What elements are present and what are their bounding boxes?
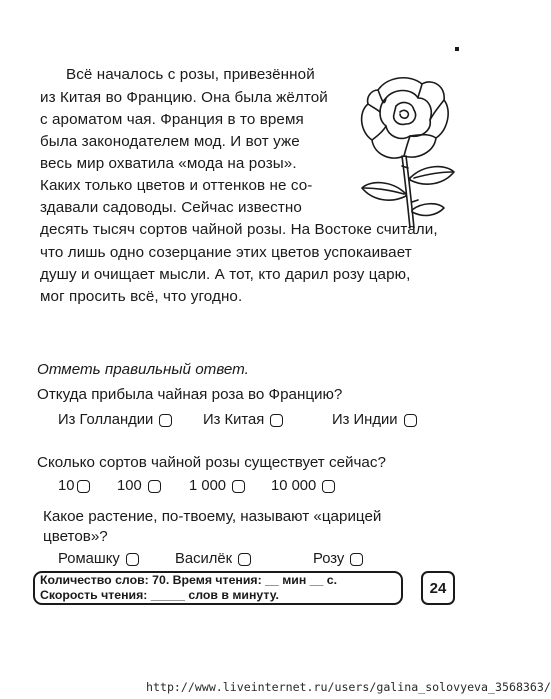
text-line-1: Всё началось с розы, привезённой <box>66 66 315 83</box>
option-label: Василёк <box>175 551 233 567</box>
q2-option-2[interactable] <box>117 476 161 496</box>
q2-option-1[interactable] <box>58 476 90 496</box>
option-label: 10 000 <box>271 478 317 494</box>
q3-option-2[interactable] <box>175 549 251 569</box>
checkbox[interactable] <box>238 553 251 566</box>
option-label: Из Голландии <box>58 412 154 428</box>
reading-speed-line: Скорость чтения: _____ слов в минуту. <box>40 588 279 602</box>
task-instruction: Отметь правильный ответ. <box>37 361 249 378</box>
q3-option-3[interactable] <box>313 549 363 569</box>
q1-option-2[interactable] <box>203 410 283 430</box>
option-label: 100 <box>117 478 142 494</box>
source-url: http://www.liveinternet.ru/users/galina_solovyeva_3568363/ <box>146 680 551 694</box>
q2-option-4[interactable] <box>271 476 335 496</box>
text-line-4: была законодателем мод. И вот уже <box>40 133 300 150</box>
option-label: Из Индии <box>332 412 398 428</box>
checkbox[interactable] <box>404 414 417 427</box>
checkbox[interactable] <box>232 480 245 493</box>
option-label: Из Китая <box>203 412 265 428</box>
text-line-11: мог просить всё, что угодно. <box>40 288 243 305</box>
text-line-7: здавали садоводы. Сейчас известно <box>40 199 302 216</box>
text-line-10: душу и очищает мысли. А тот, кто дарил розу царю, <box>40 266 411 283</box>
q2-option-3[interactable] <box>189 476 245 496</box>
corner-dot <box>455 47 459 51</box>
question-3-line-2: цветов»? <box>43 528 108 545</box>
text-line-8: десять тысяч сортов чайной розы. На Востоке считали, <box>40 221 438 238</box>
word-count-line: Количество слов: 70. Время чтения: __ мин __ с. <box>40 573 338 587</box>
checkbox[interactable] <box>270 414 283 427</box>
checkbox[interactable] <box>350 553 363 566</box>
checkbox[interactable] <box>322 480 335 493</box>
question-1: Откуда прибыла чайная роза во Францию? <box>37 386 343 403</box>
q1-option-3[interactable] <box>332 410 417 430</box>
rose-illustration <box>348 68 460 230</box>
text-line-9: что лишь одно созерцание этих цветов успокаивает <box>40 244 412 261</box>
q3-option-1[interactable] <box>58 549 139 569</box>
checkbox[interactable] <box>148 480 161 493</box>
option-label: 10 <box>58 478 75 494</box>
question-2: Сколько сортов чайной розы существует сейчас? <box>37 454 386 471</box>
checkbox[interactable] <box>77 480 90 493</box>
question-3-line-1: Какое растение, по-твоему, называют «царицей <box>43 508 382 525</box>
page-number: 24 <box>421 571 455 605</box>
option-label: Ромашку <box>58 551 120 567</box>
text-line-2: из Китая во Францию. Она была жёлтой <box>40 89 328 106</box>
checkbox[interactable] <box>159 414 172 427</box>
option-label: 1 000 <box>189 478 227 494</box>
text-line-3: с ароматом чая. Франция в то время <box>40 111 304 128</box>
option-label: Розу <box>313 551 345 567</box>
text-line-6: Каких только цветов и оттенков не со- <box>40 177 313 194</box>
checkbox[interactable] <box>126 553 139 566</box>
text-line-5: весь мир охватила «мода на розы». <box>40 155 297 172</box>
q1-option-1[interactable] <box>58 410 172 430</box>
